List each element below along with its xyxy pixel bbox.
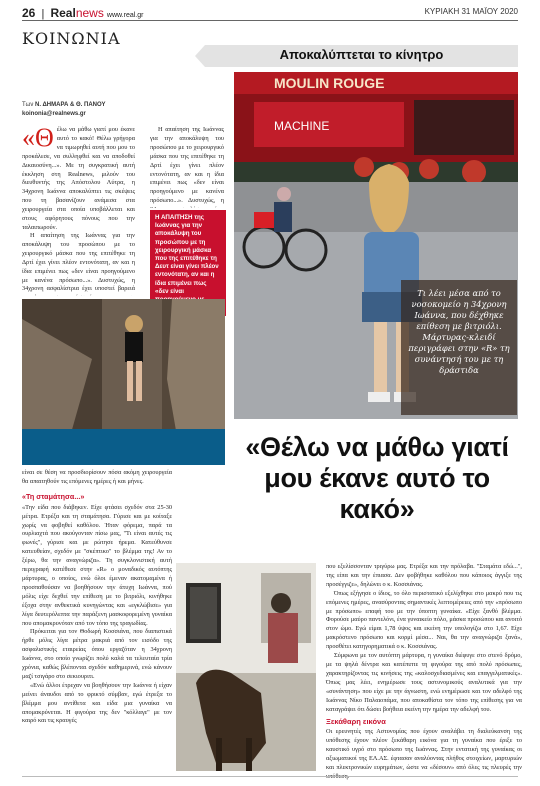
photo-sign-text: MOULIN ROUGE: [274, 75, 385, 91]
subhead-clear-picture: Ξεκάθαρη εικόνα: [326, 717, 386, 727]
page-header-left: 26 | Realnews www.real.gr: [22, 6, 144, 20]
site-url: www.real.gr: [106, 12, 144, 19]
page-number: 26: [22, 6, 36, 20]
paragraph-5: Πρόκειται για τον Θοδωρή Κοσσιάνα, που διαπιστικά ήρθε μόλις λίγα μέτρα μακριά από τον εισόδο της ασφαλιστικής εταιρείας όπου εργαζόταν η 34χρονη Ιωάννα, στο οποίο γνωρίζει πολύ καλά τα τελευταία τρία χρόνια, καθώς βλέπονται σχεδόν καθημερινά, ενώ κάνουν μαζί τσιγάρο στο σεκιουριτι.: [22, 628, 172, 680]
footer-rule: [22, 776, 518, 777]
horse-cart-photo-illustration: [176, 563, 316, 771]
article-column-lower-right: [326, 563, 522, 782]
paragraph-6: «Ενώ άλλοι έτρεχαν να βοηθήσουν την Ιωάννα ή είχαν μείνει άναυδοι από το φρικτό σύμβαν, εγώ έτρεξα το βλέμμα μου αντίθετα και είδα μια γυναίκα να απομακρύνεται. Η φιγούρα της δεν "κόλλαγε" με τον καιρό και τις κραυγές: [22, 681, 172, 725]
pull-quote: Η ΑΠΑΙΤΗΣΗ της Ιωάννας για την αποκάλυψη του προσώπου με τη χειρουργική μάσκα που της επιτέθηκε τη Δευτ είναι γίνει πλέον εντονότατη, αν και η ίδια επιμένει πως «δεν είναι: [150, 210, 226, 316]
paragraph-8: Όπως εξήγησε ο ίδιος, το όλο περιστατικό εξελίχθηκε στο μακρύ που τις επόμενες ημέρες, ανασύροντας σημαντικές λεπτομέρειες από την «πρόσωπο με πρόσωπο» επαφή του με την ύποπτη γυναίκα. «Είχε ξανθό βλέμμα. Φορούσε μαύρο παντελόνι, ένα γυναικείο πόλο, μάσκα προσώπου και ανοιτό στον ώμο. Εγώ είμαι 1,78 ύψος και εκείνη την υπολογίζω στο 1,67. Είχε μακρόστενο πρόσωπο και κορμί μέσα... Ναι, θα την αναγνώριζα ξανά», προσθέτει κατηγορηματικά ο κ. Κοσσιάνας.: [326, 589, 522, 651]
kicker-arrow: [195, 45, 205, 67]
subhead-stopped: «Τη σταμάτησα...»: [22, 491, 85, 501]
photo-sign-text-2: MACHINE: [274, 119, 330, 133]
article-column-lower-left: [22, 469, 172, 726]
paragraph-4: «Την είδα που διάβηκεν. Είχε φτάσει σχεδόν στα 25-30 μέτρα. Ετρέξα και τη σταμάτησα. Γύρισε και με κοίταξε χωρίς να φοβηθεί καθόλου. Ήταν φόρεμα, παρά τα ουρλιαχτά που ακούγονταν πίσω μας, "Τι είναι αυτές τις φωνές", γύρισε και με ρώτησε ήρεμα. Κατεύθυνσε κατευθείαν, σχεδόν με "σκέπτικο" το βλέμμα της! Αν το ξέρω, θα την αναγνώριζα». Τη συγκλονιστική αυτή περιγραφή κατέθεσε στην «R» ο μοναδικός αυτόπτης μάρτυρας, ο οποίος, ενώ όλοι έμεναν ακατομαμένα ή προσπαθούσαν να βοηθήσουν την άτυχη Ιωάννα, πού μόλις είχε δεχθεί την επίθεση με το βιτριόλι, κινήθηκε έξοχα στην ανθεκτικά κυνηγώντας και «εγκλώβισε» για λίγα δευτερόλεπτα την παράξενη μασκοφορεμένη γυναίκα που απομακρυνόταν από τον τόπο της τραγωδίας.: [22, 503, 172, 627]
byline-authors: Ν. ΔΗΜΑΡΑ & Θ. ΠΑΝΟΥ: [35, 102, 106, 108]
paragraph-9: Σύμφωνα με τον αυτόπτη μάρτυρα, η γυναίκα διέφυγε στο στενό δρόμο, με τα ψηλά δέντρα και κατέπιπτε τη φιγούρα της από πολύ πρόσωπες, χαρακτηρίζοντας τις κινήσεις της «καλοσχεδιασμένες και επαγγελματικές». Όπως μας λέει, ενημέρωσε τους αστυνομικούς αναλυτικά για την «συνάντηση» που είχε με την άγνωστη, ενώ ενημέρωσε και τον αδελφό της Ιωάννας Νίκο Παλαιοπάμα, που αποκαθίστα τον τόπο της επίθεσης για να καταγράψει ότι δώσει βοήθεια εκείνη την ημέρα την αδελφή του.: [326, 652, 522, 713]
headline: «Θέλω να μάθω γιατί μου έκανε αυτό το κακό»: [245, 432, 509, 524]
section-title: ΚΟΙΝΩΝΙΑ: [22, 29, 121, 48]
drop-cap: «Θ: [22, 123, 54, 152]
paragraph-7: που εξελίσσονταν τριγύρω μας. Ετρέξα και την πρόλαβα. "Σταμάτα εδώ...", της είπα και την έπιασα. Δεν φοβήθηκε καθόλου που κάποιος άγγιξε της προσέγγιζε», δηλώνει ο κ. Κοσσιάνας.: [326, 563, 522, 588]
byline: Των Ν. ΔΗΜΑΡΑ & Θ. ΠΑΝΟΥ koinonia@realnews.gr: [22, 102, 106, 117]
cliff-photo: [22, 299, 225, 465]
paragraph-10: Οι ερευνητές της Αστυνομίας που έχουν αναλάβει τη διαλεύκανση της υπόθεσης έχουν πλέον ξεκάθαρη εικόνα για τη γυναίκα που έριξε το καυστικό υγρό στο πρόσωπο της Ιωάννας. Στην εντατική της γυναίκας οι αξιωματικοί της ΕΛ.ΑΣ. έφτασαν αναλύοντας πλήθος στοιχείων, μαρτυριών και πλεκτρονικών ευρημάτων, ώστε να «δέσουν» από όλες τις πλευρές την: [326, 728, 522, 771]
header-rule: [22, 20, 518, 21]
cliff-photo-illustration: [22, 299, 225, 465]
horse-cart-photo: [176, 563, 316, 771]
paragraph-3: είναι σε θέση να προσδιορίσουν πόσα ακόμη χειρουργεία θα απαιτηθούν τις επόμενες ημέρες ή και μήνες.: [22, 469, 172, 485]
paragraph-2: Η απαίτηση της Ιωάννας για την αποκάλυψη του προσώπου με το χειρουργικό μάσκα που της επιτέθηκε τη Δρτί έχει γίνει πλέον εντονότατη, αν και η ίδια επιμένει πως «δεν είναι προηγούμενο με κανένα πρόσωπο...». Δυστυχώς, η: [150, 126, 224, 205]
paragraph-2-continued: Η απαίτηση της Ιωάννας για την αποκάλυψη του προσώπου με το χειρουργικό μάσκα που της επιτέθηκε τη Δρτί έχει γίνει πλέον εντονότατη, αν και η ίδια επιμένει πως «δεν είναι προηγούμενο με κανένα πρόσωπο...». Δυστυχώς, η 34χρονη ασφαλίστρια έχει υποστεί βαρειά: [22, 232, 135, 293]
byline-email: koinonia@realnews.gr: [22, 111, 86, 117]
intro-paragraph: έλω να μάθω γιατί μου έκανε αυτό το κακό! Θέλω γρήγορα να τιμωρηθεί αυτή που μου το προκάλεσε, να συλληφθεί και να αποδοθεί Δικαιοσύνη...». Με τη συγκρατική αυτή έκκληση στη Realnews, μιλούν του διευθυντής της Απόστολου Λύτρα, η 34χρονη Ιωάννα αποκαλύπτει τις σκέψεις που τη βασανίζουν ανάμεσα στα χειρουργεία στα οποία υποβάλλεται και στους αφόρητους πόνους που την ταλαιπωρούν.: [22, 126, 135, 231]
issue-date: ΚΥΡΙΑΚΗ 31 ΜΑΪΟΥ 2020: [424, 7, 518, 16]
article-column-1: [22, 123, 135, 233]
kicker-text: Αποκαλύπτεται το κίνητρο: [279, 47, 444, 62]
brand-logo: Realnews: [50, 6, 104, 20]
photo-caption: Τι λέει μέσα από το νοσοκομείο η 34χρονη Ιωάννα, που δέχθηκε επίθεση με βιτριόλι. Μάρτυρας-κλειδί περιγράφει στην «R» τη συνάντησή του με τη δράστιδα: [408, 288, 510, 375]
article-column-2: [150, 126, 224, 208]
